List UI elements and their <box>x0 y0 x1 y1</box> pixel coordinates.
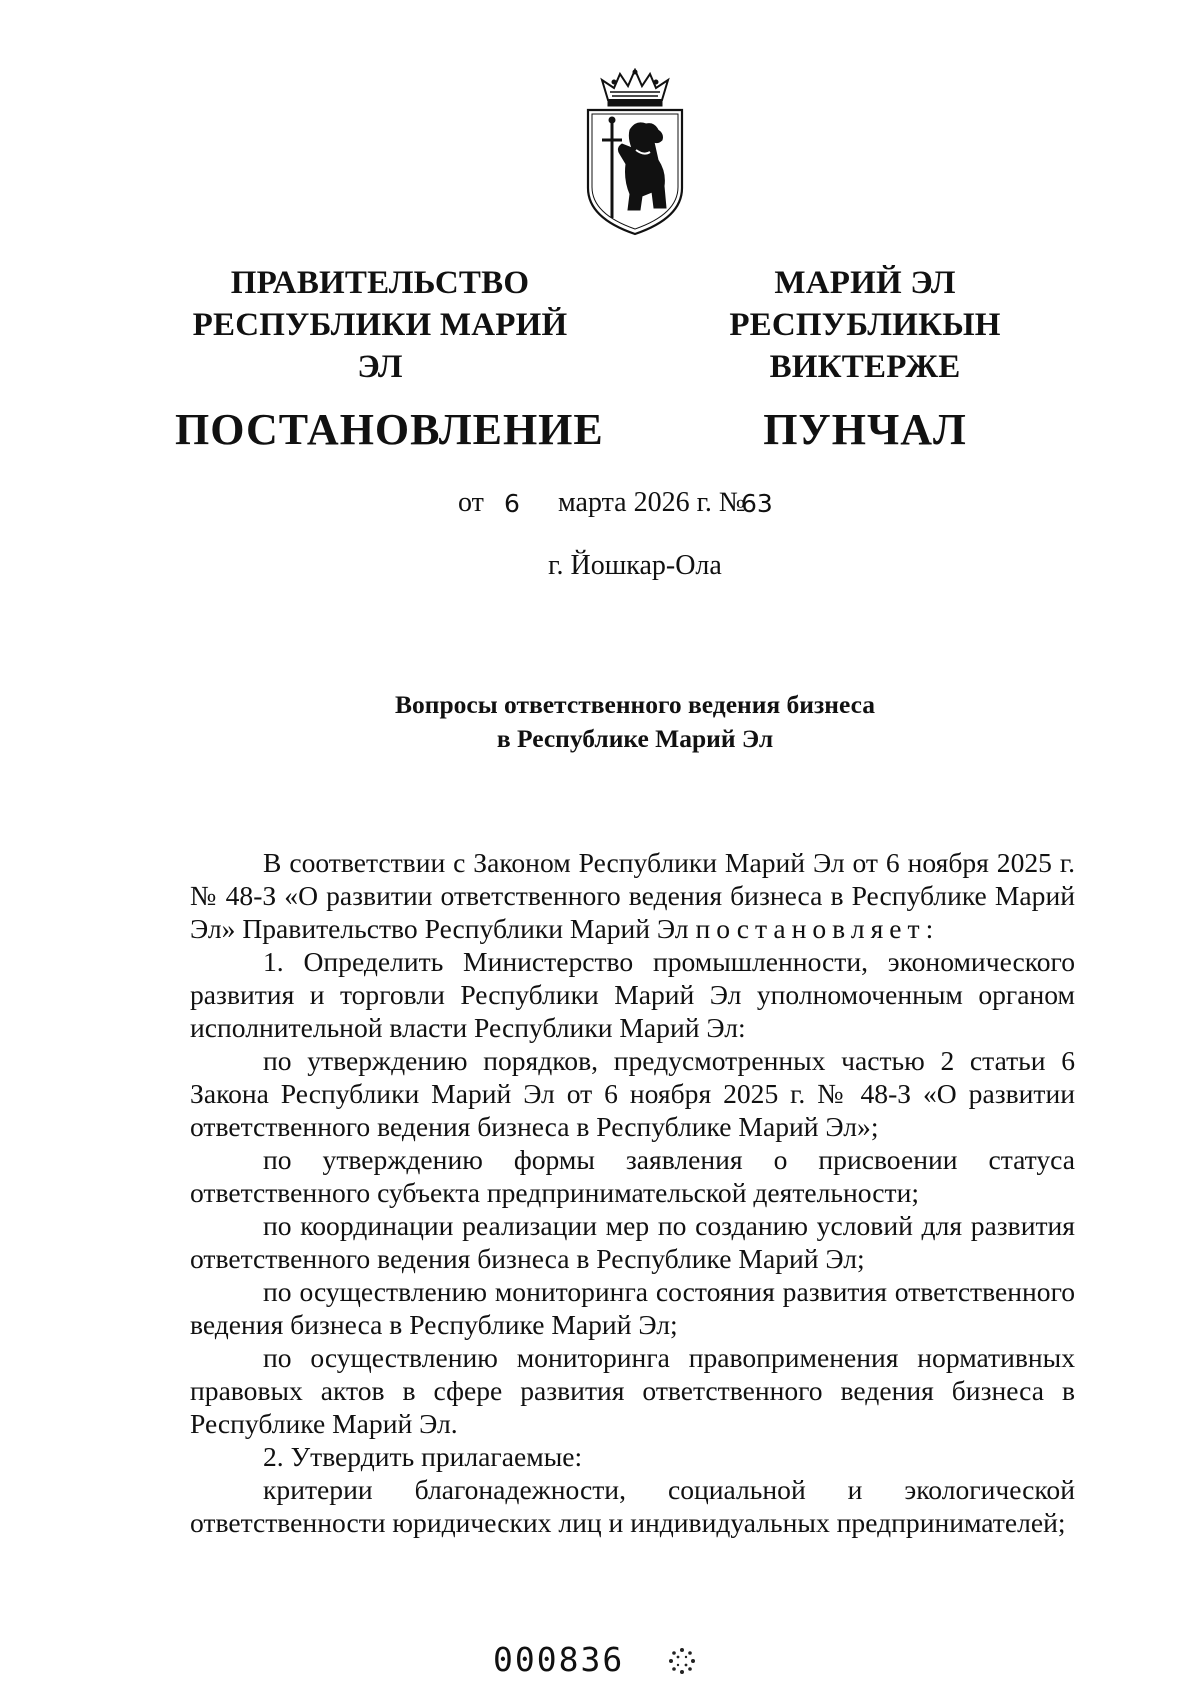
header-right-block <box>645 262 1085 456</box>
document-body <box>190 846 1075 1539</box>
header-right-line2: ВИКТЕРЖЕ <box>769 349 961 385</box>
item2-paragraph: 2. Утвердить прилагаемые: <box>263 1441 583 1472</box>
item1-e-paragraph: по осуществлению мониторинга правоприменения нормативных правовых актов в сфере развития ответственного ведения бизнеса в Республике Марий Эл. <box>190 1342 1075 1439</box>
decree-number: 63 <box>741 489 773 518</box>
intro-text: В соответствии с Законом Республики Марий Эл от 6 ноября 2025 г. № 48-З «О развитии ответственного ведения бизнеса в Республике Марий Эл» Правительство Республики Марий Эл <box>190 847 1075 944</box>
header-left-line1: ПРАВИТЕЛЬСТВО <box>230 265 530 301</box>
date-day: 6 <box>504 489 520 518</box>
header-right-line1: МАРИЙ ЭЛ РЕСПУБЛИКЫН <box>729 265 1001 343</box>
doc-type-russian: ПОСТАНОВЛЕНИЕ <box>175 405 604 454</box>
date-prefix: от <box>458 487 484 518</box>
item1-c-paragraph: по координации реализации мер по созданию условий для развития ответственного ведения бизнеса в Республике Марий Эл; <box>190 1210 1075 1274</box>
header-left-block <box>175 262 604 456</box>
coat-of-arms-emblem <box>580 68 690 238</box>
item2-a-paragraph: критерии благонадежности, социальной и экологической ответственности юридических лиц и индивидуальных предпринимателей; <box>190 1474 1075 1538</box>
city: г. Йошкар-Ола <box>548 550 722 581</box>
intro-paragraph <box>190 846 1075 945</box>
document-title <box>0 688 1200 756</box>
dot-pattern-icon <box>668 1647 696 1675</box>
serial-number: 000836 <box>493 1640 625 1679</box>
title-line2: в Республике Марий Эл <box>496 724 774 753</box>
title-line1: Вопросы ответственного ведения бизнеса <box>395 690 875 719</box>
item1-b-paragraph: по утверждению формы заявления о присвоении статуса ответственного субъекта предпринимательской деятельности; <box>190 1144 1075 1208</box>
header-left-line2: РЕСПУБЛИКИ МАРИЙ ЭЛ <box>192 307 568 385</box>
item1-d-paragraph: по осуществлению мониторинга состояния развития ответственного ведения бизнеса в Республике Марий Эл; <box>190 1276 1075 1340</box>
doc-type-mari: ПУНЧАЛ <box>763 405 967 454</box>
decree-word: постановляет: <box>695 913 940 944</box>
date-month-year: марта 2026 г. № <box>558 487 746 518</box>
item1-paragraph: 1. Определить Министерство промышленности, экономического развития и торговли Республики Марий Эл уполномоченным органом исполнительной власти Республики Марий Эл: <box>190 946 1075 1043</box>
item1-a-paragraph: по утверждению порядков, предусмотренных частью 2 статьи 6 Закона Республики Марий Эл от 6 ноября 2025 г. № 48-З «О развитии ответственного ведения бизнеса в Республике Марий Эл»; <box>190 1045 1075 1142</box>
